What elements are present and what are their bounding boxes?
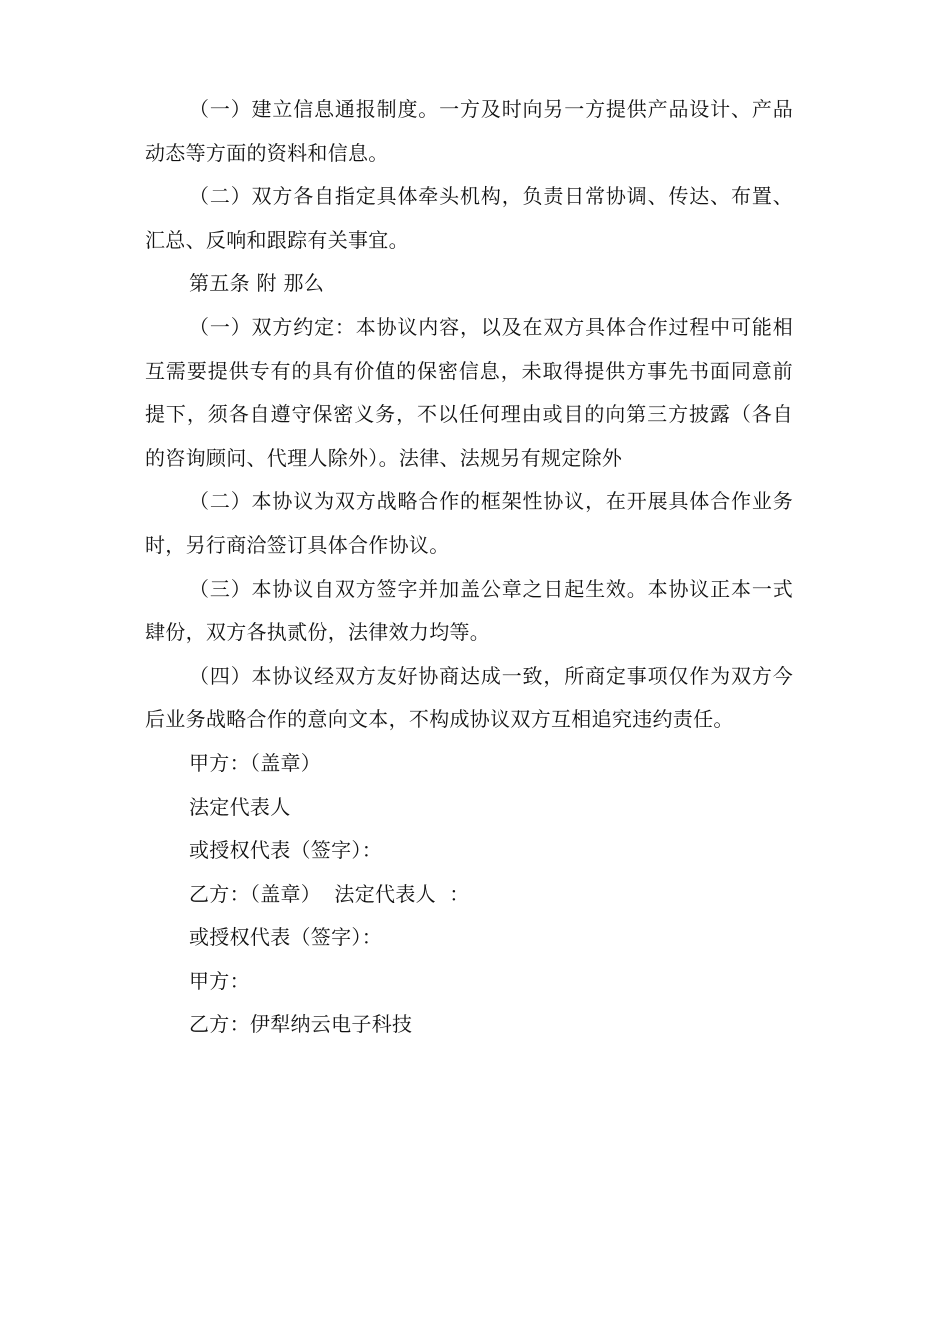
party-b-name: 乙方：伊犁纳云电子科技 (189, 1012, 413, 1037)
clause-confidentiality: （一）双方约定：本协议内容，以及在双方具体合作过程中可能相互需要提供专有的具有价值的保密信息，未取得提供方事先书面同意前提下，须各自遵守保密义务，不以任何理由或目的向第三方披露（各自的咨询顾问、代理人除外）。法律、法规另有规定除外 (145, 314, 793, 470)
clause-effectiveness: （三）本协议自双方签字并加盖公章之日起生效。本协议正本一式肆份，双方各执贰份，法律效力均等。 (145, 576, 793, 645)
clause-framework-agreement: （二）本协议为双方战略合作的框架性协议，在开展具体合作业务时，另行商洽签订具体合作协议。 (145, 489, 793, 557)
party-a-authorized-rep: 或授权代表（签字）： (189, 838, 382, 863)
party-a-seal: 甲方：（盖章） (189, 750, 322, 775)
party-a-legal-rep: 法定代表人 (189, 794, 291, 819)
clause-lead-agency: （二）双方各自指定具体牵头机构，负责日常协调、传达、布置、汇总、反响和跟踪有关事宜。 (145, 184, 793, 252)
clause-intent-text: （四）本协议经双方友好协商达成一致，所商定事项仅作为双方今后业务战略合作的意向文本，不构成协议双方互相追究违约责任。 (145, 663, 793, 732)
party-b-authorized-rep: 或授权代表（签字）： (189, 925, 382, 950)
article-five-heading: 第五条 附 那么 (189, 271, 325, 296)
document-page (145, 88, 793, 1047)
clause-info-reporting: （一）建立信息通报制度。一方及时向另一方提供产品设计、产品动态等方面的资料和信息。 (145, 97, 793, 165)
signature-block (145, 742, 793, 1047)
party-a-name: 甲方： (189, 968, 250, 993)
party-b-seal-legal-rep: 乙方：（盖章） 法定代表人 ： (189, 881, 470, 906)
